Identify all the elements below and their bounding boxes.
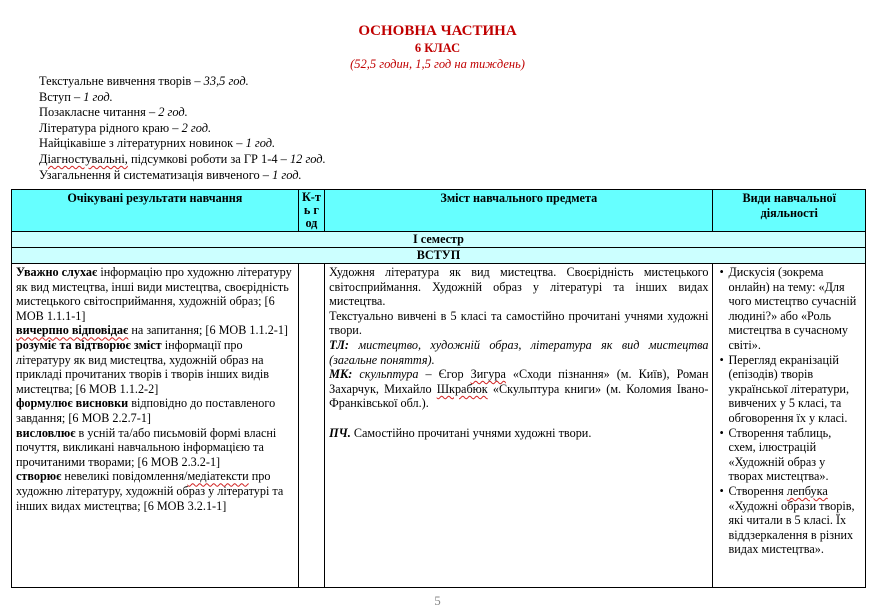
hours-item	[39, 136, 326, 152]
header-activities: Види навчальної діяльності	[713, 190, 866, 232]
grade-title: 6 КЛАС	[414, 41, 461, 55]
outcome-verb: формулює висновки	[16, 396, 129, 411]
activity-item: • Створення таблиць, схем, ілюстрацій «Художній образ у творах мистецтва».	[728, 426, 861, 484]
hours-item	[39, 121, 326, 137]
hours-label: Література рідного краю –	[39, 120, 182, 135]
extracurricular-label: ПЧ.	[329, 425, 351, 440]
spellcheck-flagged-word[interactable]: лепбука	[786, 483, 828, 498]
hours-item	[39, 152, 326, 168]
header-content: Зміст навчального предмета	[325, 190, 713, 232]
hours-label: Позакласне читання –	[39, 105, 159, 120]
activity-text: «Художні образи творів, які читали в 5 класі. Їх віддзеркалення в різних видах мистецтва».	[728, 498, 855, 557]
hours-value: 1 год.	[272, 167, 302, 182]
table-header-row	[12, 190, 866, 232]
outcome-item	[16, 469, 294, 513]
outcomes-cell	[12, 264, 299, 588]
theory-text: мистецтво, художній образ, література як вид мистецтва (загальне поняття).	[329, 337, 709, 367]
outcome-item	[16, 323, 294, 338]
hours-label: Узагальнення й систематизація вивченого –	[39, 167, 273, 182]
activity-item: • Дискусія (зокрема онлайн) на тему: «Для чого мистецтво сучасній людині?» або «Роль мистецтва в сучасному світі».	[728, 265, 861, 353]
semester-row	[12, 232, 866, 248]
section-heading	[0, 20, 875, 72]
outcome-verb: розуміє та відтворює зміст	[16, 337, 162, 352]
extracurricular-paragraph	[329, 426, 708, 441]
hours-item	[39, 90, 326, 106]
activities-cell	[713, 264, 866, 588]
extracurricular-text: Самостійно прочитані учнями художні твори.	[350, 425, 592, 440]
semester-label: І семестр	[12, 232, 866, 248]
outcome-verb: висловлює	[16, 425, 76, 440]
theory-paragraph	[329, 338, 708, 367]
hours-value: 33,5 год.	[203, 74, 249, 88]
activity-item	[728, 484, 861, 557]
content-paragraph: Художня література як вид мистецтва. Своєрідність мистецького світосприймання. Художній образ у літературі та інших видах мистецтва.	[329, 265, 709, 309]
hours-note: (52,5 годин, 1,5 год на тиждень)	[350, 57, 525, 71]
content-text: – Єгор	[418, 367, 471, 382]
outcome-text: невеликі повідомлення/	[61, 469, 188, 484]
page-title: ОСНОВНА ЧАСТИНА	[358, 23, 517, 39]
section-row	[12, 248, 866, 264]
outcome-item	[16, 426, 294, 470]
outcome-verb: Уважно слухає	[16, 265, 98, 279]
outcome-text: відповідно до поставленого завдання; [6 МОВ 2.2.7-1]	[16, 396, 276, 425]
outcome-text: про художню літературу, художній образ у літературі та інших видах мистецтва; [6 МОВ 3.2.1-1]	[16, 469, 284, 513]
hours-value: 2 год.	[181, 120, 212, 135]
hours-breakdown	[39, 74, 326, 183]
header-outcomes: Очікувані результати навчання	[12, 190, 299, 232]
hours-item	[39, 105, 326, 121]
interdisciplinary-paragraph	[329, 367, 708, 411]
spellcheck-flagged-word[interactable]: Шкрабюк	[436, 381, 488, 396]
outcome-text: на запитання; [6 МОВ 1.1.2-1]	[128, 323, 288, 338]
table-row	[12, 264, 866, 588]
page-number: 5	[434, 593, 441, 608]
hours-cell	[298, 264, 324, 588]
section-label: ВСТУП	[12, 248, 866, 264]
spellcheck-flagged-word[interactable]: Зигура	[470, 367, 506, 382]
hours-label: підсумкові роботи за ГР 1-4 –	[127, 151, 290, 166]
outcome-item	[16, 396, 294, 425]
outcome-text: інформації про літературу як вид мистецтва, художній образ на прикладі прочитаних творів і творів інших видів мистецтва; [6 МОВ 1.1.2-2]	[16, 337, 270, 396]
activity-item: • Перегляд екранізацій (епізодів) творів української літератури, вивчених у 5 класі, та обговорення їх у класі.	[728, 353, 861, 426]
interdisciplinary-label: МК:	[329, 367, 353, 382]
hours-label: Найцікавіше з літературних новинок –	[39, 136, 246, 151]
content-paragraph: Текстуально вивчені в 5 класі та самостійно прочитані учнями художні твори.	[329, 308, 709, 338]
content-cell	[325, 264, 713, 588]
activities-list	[717, 265, 861, 557]
activity-text: Створення	[728, 483, 787, 498]
content-text: «Скульптура книги» (м. Коломия Івано-Франківської обл.).	[329, 381, 709, 411]
spacer	[329, 411, 708, 426]
spellcheck-flagged-word[interactable]: медіатексти	[187, 469, 249, 484]
content-text: «Сходи пізнання» (м. Київ), Роман Захарчук, Михайло	[329, 367, 709, 396]
outcome-verb: створює	[16, 469, 62, 484]
header-hours: К-ть год	[298, 190, 324, 232]
spellcheck-flagged-word[interactable]: Діагностувальні,	[39, 151, 128, 166]
hours-item	[39, 74, 326, 90]
hours-item	[39, 168, 326, 184]
hours-label: Вступ –	[39, 89, 84, 104]
outcome-item	[16, 338, 294, 396]
hours-value: 12 год.	[289, 151, 326, 166]
hours-value: 1 год.	[83, 89, 113, 104]
outcome-text: інформацію про художню літературу як вид мистецтва, інші види мистецтва, своєрідність мистецького світосприймання, художній образ; [6 МОВ 1.1.1-1]	[16, 265, 292, 323]
hours-value: 2 год.	[158, 105, 188, 120]
hours-label: Текстуальне вивчення творів –	[39, 74, 204, 88]
curriculum-table	[11, 189, 866, 588]
interdisciplinary-topic: скульптура	[352, 367, 419, 382]
outcome-item	[16, 265, 294, 323]
hours-value: 1 год.	[245, 136, 276, 151]
outcome-text: в усній та/або письмовій формі власні почуття, викликані навчальною інформацією та прочитаними творами; [6 МОВ 2.3.2-1]	[16, 425, 277, 469]
theory-label: ТЛ:	[329, 337, 349, 352]
outcome-verb: вичерпно відповідає	[16, 323, 129, 338]
